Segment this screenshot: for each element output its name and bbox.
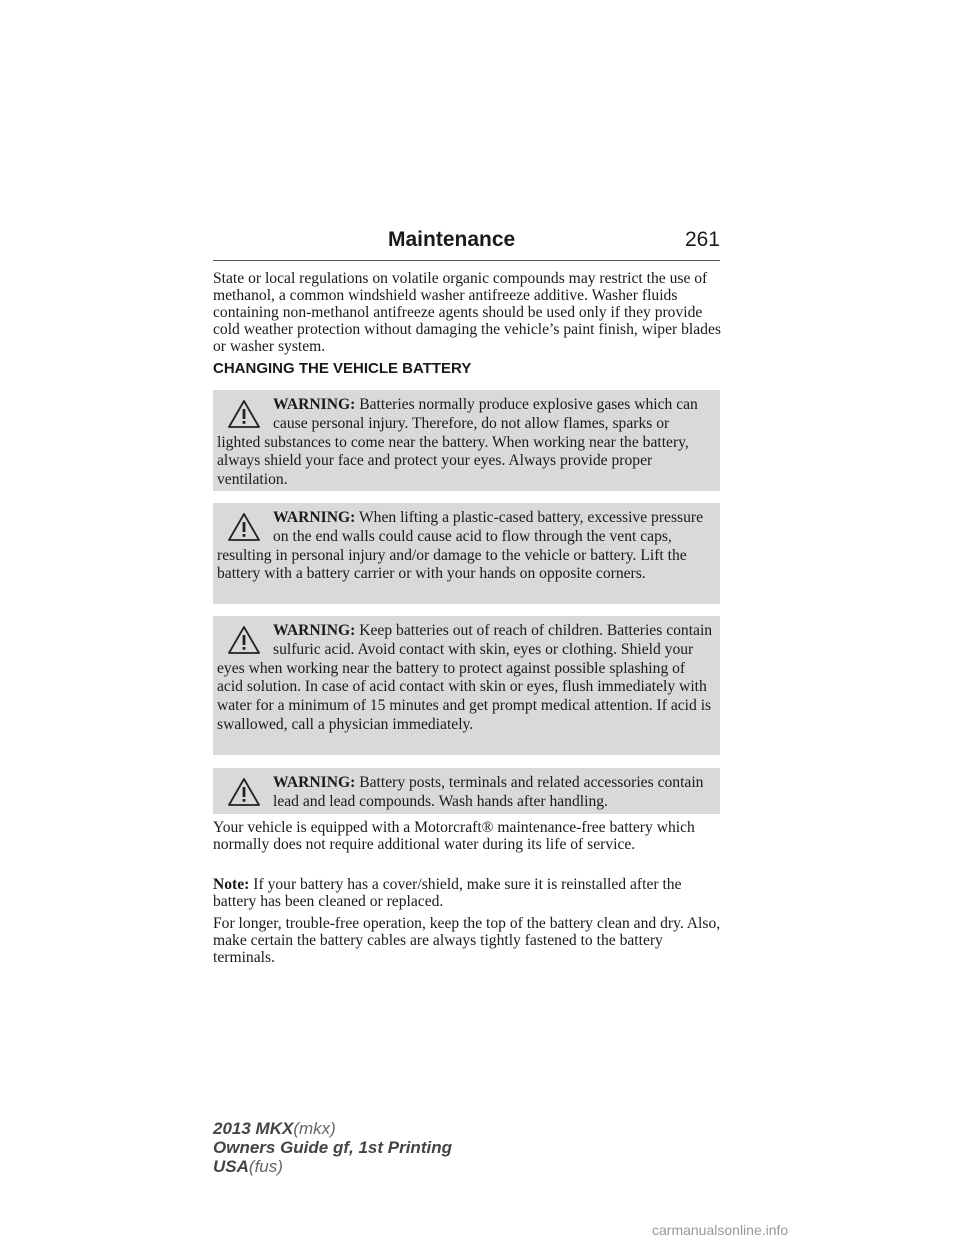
warning-label: WARNING: — [273, 509, 356, 526]
warning-box-1 — [213, 390, 720, 491]
warning-box-3 — [213, 616, 720, 755]
section-heading: CHANGING THE VEHICLE BATTERY — [213, 360, 472, 377]
note-text: If your battery has a cover/shield, make sure it is reinstalled after the battery has been cleaned or replaced. — [213, 876, 682, 910]
warning-triangle-icon — [227, 625, 261, 655]
warning-label: WARNING: — [273, 396, 356, 413]
intro-paragraph: State or local regulations on volatile organic compounds may restrict the use of methanol, a common windshield washer antifreeze additive. Washer fluids containing non-methanol antifreeze agents should be used only if they provide cold weather protection without damaging the vehicle’s paint finish, wiper blades or washer system. — [213, 270, 721, 355]
watermark: carmanualsonline.info — [652, 1222, 789, 1238]
footer-guide: Owners Guide gf, 1st Printing — [213, 1138, 452, 1157]
section-title: Maintenance — [388, 228, 516, 251]
footer-model: 2013 MKX — [213, 1119, 294, 1138]
note-label: Note: — [213, 876, 250, 893]
warning-triangle-icon — [227, 512, 261, 542]
footer-imprint — [213, 1119, 452, 1176]
warning-triangle-icon — [227, 399, 261, 429]
warning-text: When lifting a plastic-cased battery, excessive pressure on the end walls could cause acid to flow through the vent caps, resulting in personal injury and/or damage to the vehicle or battery. Lift the battery with a battery carrier or with your hands on opposite corners. — [217, 509, 704, 583]
care-paragraph: For longer, trouble-free operation, keep the top of the battery clean and dry. Also, make certain the battery cables are always tightly fastened to the battery terminals. — [213, 915, 721, 966]
page-number: 261 — [684, 228, 720, 251]
motorcraft-paragraph: Your vehicle is equipped with a Motorcraft® maintenance-free battery which normally does not require additional water during its life of service. — [213, 819, 695, 853]
warning-text: Batteries normally produce explosive gases which can cause personal injury. Therefore, do not allow flames, sparks or lighted substances to come near the battery. When working near the battery, always shield your face and protect your eyes. Always provide proper ventilation. — [217, 396, 698, 489]
warning-text: Keep batteries out of reach of children. Batteries contain sulfuric acid. Avoid contact with skin, eyes or clothing. Shield your eyes when working near the battery to protect against possible splashing of acid solution. In case of acid contact with skin or eyes, flush immediately with water for a minimum of 15 minutes and get prompt medical attention. If acid is swallowed, call a physician immediately. — [217, 622, 713, 733]
footer-model-code: (mkx) — [293, 1119, 336, 1138]
warning-box-4 — [213, 768, 720, 814]
warning-text: Battery posts, terminals and related accessories contain lead and lead compounds. Wash hands after handling. — [273, 774, 704, 810]
warning-box-2 — [213, 503, 720, 604]
footer-market: USA — [213, 1157, 249, 1176]
warning-triangle-icon — [227, 777, 261, 807]
footer-market-code: (fus) — [248, 1157, 283, 1176]
note-paragraph — [213, 876, 728, 910]
page-header — [213, 226, 720, 261]
warning-label: WARNING: — [273, 622, 356, 639]
warning-label: WARNING: — [273, 774, 356, 791]
